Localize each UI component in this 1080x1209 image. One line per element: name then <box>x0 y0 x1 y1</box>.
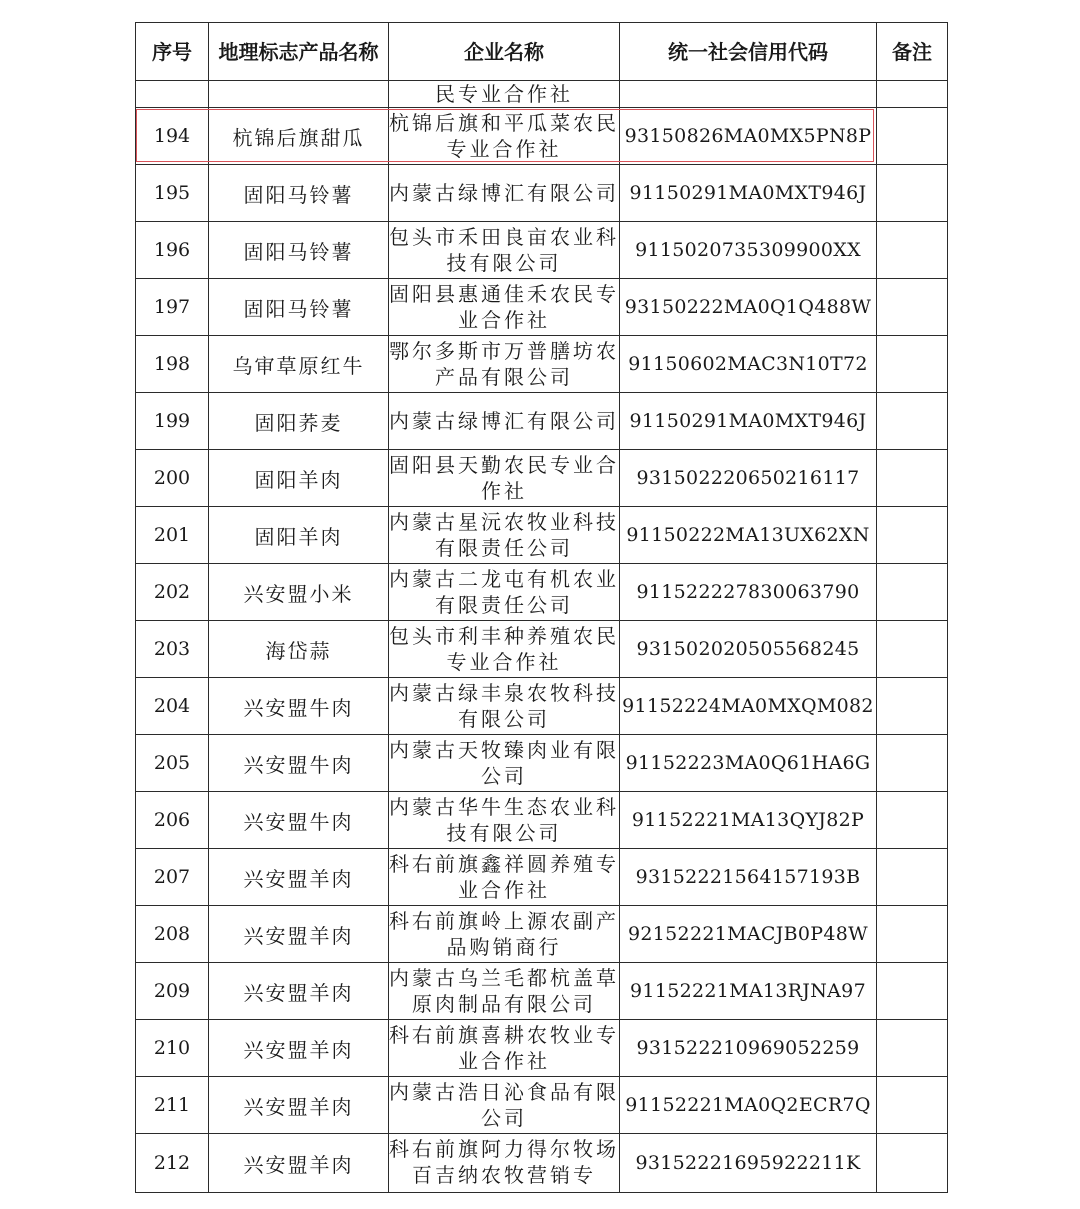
cell-credit-code: 91152223MA0Q61HA6G <box>620 735 877 792</box>
cell-enterprise: 内蒙古绿丰泉农牧科技有限公司 <box>389 678 620 735</box>
table-row <box>136 849 948 906</box>
cell-enterprise: 固阳县惠通佳禾农民专业合作社 <box>389 279 620 336</box>
cell-credit-code: 91150291MA0MXT946J <box>620 393 877 450</box>
cell-remark <box>877 1134 948 1193</box>
cell-remark <box>877 735 948 792</box>
table-row <box>136 1134 948 1193</box>
cell-remark <box>877 849 948 906</box>
cell-product: 兴安盟羊肉 <box>209 849 389 906</box>
cell-credit-code: 911522227830063790 <box>620 564 877 621</box>
table-header <box>136 23 948 81</box>
table-row <box>136 507 948 564</box>
cell-index: 210 <box>136 1020 209 1077</box>
cell-remark <box>877 1020 948 1077</box>
cell-product: 固阳羊肉 <box>209 507 389 564</box>
cell-product: 兴安盟羊肉 <box>209 1134 389 1193</box>
cell-credit-code: 92152221MACJB0P48W <box>620 906 877 963</box>
cell-product: 固阳马铃薯 <box>209 222 389 279</box>
cell-enterprise: 科右前旗阿力得尔牧场百吉纳农牧营销专 <box>389 1134 620 1193</box>
table-row <box>136 1020 948 1077</box>
cell-product: 固阳马铃薯 <box>209 165 389 222</box>
table-row <box>136 564 948 621</box>
cell-index: 208 <box>136 906 209 963</box>
cell-remark <box>877 336 948 393</box>
cell-index: 207 <box>136 849 209 906</box>
cell-enterprise: 科右前旗岭上源农副产品购销商行 <box>389 906 620 963</box>
table-row <box>136 963 948 1020</box>
cell-index: 212 <box>136 1134 209 1193</box>
cell-index: 209 <box>136 963 209 1020</box>
cell-remark <box>877 222 948 279</box>
table-row <box>136 621 948 678</box>
cell-enterprise: 内蒙古浩日沁食品有限公司 <box>389 1077 620 1134</box>
cell-credit-code: 91152224MA0MXQM082 <box>620 678 877 735</box>
cell-credit-code: 93152221695922211K <box>620 1134 877 1193</box>
table-row <box>136 792 948 849</box>
table-row-partial <box>136 81 948 108</box>
cell-index: 206 <box>136 792 209 849</box>
cell-credit-code: 91150291MA0MXT946J <box>620 165 877 222</box>
table-row <box>136 906 948 963</box>
header-product: 地理标志产品名称 <box>209 23 389 81</box>
cell-product: 兴安盟羊肉 <box>209 963 389 1020</box>
cell-remark <box>877 450 948 507</box>
cell-remark <box>877 564 948 621</box>
cell-enterprise: 鄂尔多斯市万普膳坊农产品有限公司 <box>389 336 620 393</box>
table-row <box>136 678 948 735</box>
cell-index: 204 <box>136 678 209 735</box>
header-index: 序号 <box>136 23 209 81</box>
cell-product: 杭锦后旗甜瓜 <box>209 108 389 165</box>
cell-product <box>209 81 389 108</box>
cell-remark <box>877 906 948 963</box>
cell-index: 198 <box>136 336 209 393</box>
cell-index: 205 <box>136 735 209 792</box>
cell-enterprise: 杭锦后旗和平瓜菜农民专业合作社 <box>389 108 620 165</box>
cell-credit-code: 91152221MA13QYJ82P <box>620 792 877 849</box>
cell-remark <box>877 507 948 564</box>
cell-enterprise: 内蒙古二龙屯有机农业有限责任公司 <box>389 564 620 621</box>
cell-credit-code: 9115020735309900XX <box>620 222 877 279</box>
cell-enterprise: 内蒙古绿博汇有限公司 <box>389 393 620 450</box>
cell-product: 兴安盟牛肉 <box>209 735 389 792</box>
cell-enterprise: 科右前旗喜耕农牧业专业合作社 <box>389 1020 620 1077</box>
cell-index: 194 <box>136 108 209 165</box>
cell-credit-code <box>620 81 877 108</box>
cell-remark <box>877 1077 948 1134</box>
cell-product: 兴安盟牛肉 <box>209 678 389 735</box>
header-remark: 备注 <box>877 23 948 81</box>
table-row <box>136 393 948 450</box>
cell-credit-code: 91152221MA13RJNA97 <box>620 963 877 1020</box>
cell-index: 195 <box>136 165 209 222</box>
cell-credit-code: 91150602MAC3N10T72 <box>620 336 877 393</box>
cell-index: 199 <box>136 393 209 450</box>
table-row <box>136 108 948 165</box>
table-row <box>136 279 948 336</box>
cell-remark <box>877 678 948 735</box>
cell-enterprise: 内蒙古星沅农牧业科技有限责任公司 <box>389 507 620 564</box>
cell-enterprise: 包头市利丰种养殖农民专业合作社 <box>389 621 620 678</box>
cell-index: 202 <box>136 564 209 621</box>
cell-credit-code: 91152221MA0Q2ECR7Q <box>620 1077 877 1134</box>
header-credit-code: 统一社会信用代码 <box>620 23 877 81</box>
cell-credit-code: 931522210969052259 <box>620 1020 877 1077</box>
header-enterprise: 企业名称 <box>389 23 620 81</box>
cell-product: 固阳荞麦 <box>209 393 389 450</box>
cell-product: 兴安盟羊肉 <box>209 1077 389 1134</box>
cell-product: 乌审草原红牛 <box>209 336 389 393</box>
geo-indication-table <box>135 22 948 1193</box>
table-row <box>136 450 948 507</box>
cell-remark <box>877 963 948 1020</box>
cell-enterprise: 科右前旗鑫祥圆养殖专业合作社 <box>389 849 620 906</box>
cell-remark <box>877 393 948 450</box>
cell-remark <box>877 81 948 108</box>
cell-credit-code: 931502220650216117 <box>620 450 877 507</box>
cell-index: 196 <box>136 222 209 279</box>
cell-index: 200 <box>136 450 209 507</box>
table-row <box>136 165 948 222</box>
cell-product: 固阳马铃薯 <box>209 279 389 336</box>
cell-index: 197 <box>136 279 209 336</box>
cell-remark <box>877 108 948 165</box>
table-row <box>136 336 948 393</box>
cell-enterprise: 包头市禾田良亩农业科技有限公司 <box>389 222 620 279</box>
cell-credit-code: 91150222MA13UX62XN <box>620 507 877 564</box>
cell-enterprise: 民专业合作社 <box>389 81 620 108</box>
cell-product: 兴安盟羊肉 <box>209 1020 389 1077</box>
cell-remark <box>877 165 948 222</box>
cell-enterprise: 内蒙古天牧臻肉业有限公司 <box>389 735 620 792</box>
cell-product: 固阳羊肉 <box>209 450 389 507</box>
cell-credit-code: 93150222MA0Q1Q488W <box>620 279 877 336</box>
cell-index <box>136 81 209 108</box>
cell-index: 201 <box>136 507 209 564</box>
cell-enterprise: 内蒙古乌兰毛都杭盖草原肉制品有限公司 <box>389 963 620 1020</box>
cell-product: 兴安盟小米 <box>209 564 389 621</box>
cell-index: 203 <box>136 621 209 678</box>
table-row <box>136 735 948 792</box>
cell-remark <box>877 792 948 849</box>
cell-product: 海岱蒜 <box>209 621 389 678</box>
cell-enterprise: 固阳县天勤农民专业合作社 <box>389 450 620 507</box>
table-row <box>136 1077 948 1134</box>
cell-credit-code: 931502020505568245 <box>620 621 877 678</box>
cell-product: 兴安盟羊肉 <box>209 906 389 963</box>
cell-credit-code: 93150826MA0MX5PN8P <box>620 108 877 165</box>
table-row <box>136 222 948 279</box>
cell-remark <box>877 621 948 678</box>
cell-credit-code: 93152221564157193B <box>620 849 877 906</box>
cell-product: 兴安盟牛肉 <box>209 792 389 849</box>
cell-enterprise: 内蒙古华牛生态农业科技有限公司 <box>389 792 620 849</box>
cell-remark <box>877 279 948 336</box>
cell-index: 211 <box>136 1077 209 1134</box>
cell-enterprise: 内蒙古绿博汇有限公司 <box>389 165 620 222</box>
